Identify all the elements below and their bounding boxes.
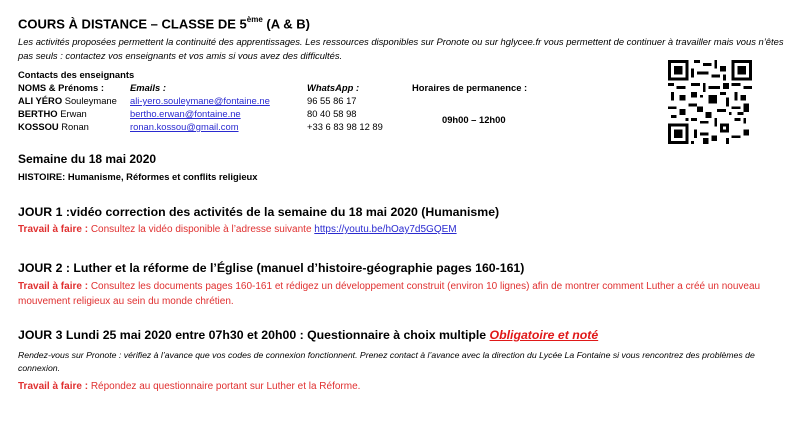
qr-code-icon[interactable] — [668, 60, 752, 144]
contact-email[interactable]: ronan.kossou@gmail.com — [130, 121, 239, 132]
contact-name: BERTHO Erwan — [18, 108, 87, 119]
jour1-task: Travail à faire : Consultez la vidéo disponible à l’adresse suivante https://youtu.be/hOay7d5GQEM — [18, 224, 457, 235]
col-names-header: NOMS & Prénoms : — [18, 82, 104, 93]
col-hours-header: Horaires de permanence : — [412, 82, 528, 93]
contact-name: KOSSOU Ronan — [18, 121, 89, 132]
mandatory-badge: Obligatoire et noté — [489, 328, 599, 342]
jour2-title: JOUR 2 : Luther et la réforme de l’Église (manuel d’histoire-géographie pages 160-161) — [18, 261, 525, 275]
jour3-task: Travail à faire : Répondez au questionnaire portant sur Luther et la Réforme. — [18, 381, 361, 392]
week-title: Semaine du 18 mai 2020 — [18, 152, 157, 166]
contact-email[interactable]: ali-yero.souleymane@fontaine.ne — [130, 95, 270, 106]
contact-whatsapp: 80 40 58 98 — [307, 108, 357, 119]
contact-whatsapp: +33 6 83 98 12 89 — [307, 121, 383, 132]
intro-text: Les activités proposées permettent la continuité des apprentissages. Les ressources disponibles sur Pronote ou sur hglycee.fr vous permettent de continuer à travailler mais vous n’êtes pas seuls : contactez vos enseignants et vos amis si vous avez des difficultés. — [18, 36, 784, 61]
contact-name: ALI YÉRO Souleymane — [18, 95, 117, 106]
subject-title: HISTOIRE: Humanisme, Réformes et conflits religieux — [18, 171, 258, 182]
page-title: COURS À DISTANCE – CLASSE DE 5ème (A & B) — [18, 15, 310, 32]
jour3-note: Rendez-vous sur Pronote : vérifiez à l’avance que vos codes de connexion fonctionnent. Prenez contact à l’avance avec la direction du Lycée La Fontaine si vous rencontrez des problèmes de connexion. — [18, 350, 755, 373]
col-emails-header: Emails : — [130, 82, 166, 93]
jour1-title: JOUR 1 :vidéo correction des activités de la semaine du 18 mai 2020 (Humanisme) — [18, 205, 500, 219]
jour2-task: Travail à faire : Consultez les documents pages 160-161 et rédigez un développement construit (environ 10 lignes) afin de montrer comment Luther a créé un nouveau mouvement religieux au sein du monde chrétien. — [18, 281, 761, 307]
hours-value: 09h00 – 12h00 — [442, 114, 506, 125]
video-link[interactable]: https://youtu.be/hOay7d5GQEM — [314, 224, 457, 235]
col-whatsapp-header: WhatsApp : — [307, 82, 360, 93]
jour3-title: JOUR 3 Lundi 25 mai 2020 entre 07h30 et 20h00 : Questionnaire à choix multiple Obligatoire et noté — [18, 328, 599, 342]
contact-email[interactable]: bertho.erwan@fontaine.ne — [130, 108, 241, 119]
contact-whatsapp: 96 55 86 17 — [307, 95, 357, 106]
contacts-title: Contacts des enseignants — [18, 69, 135, 80]
